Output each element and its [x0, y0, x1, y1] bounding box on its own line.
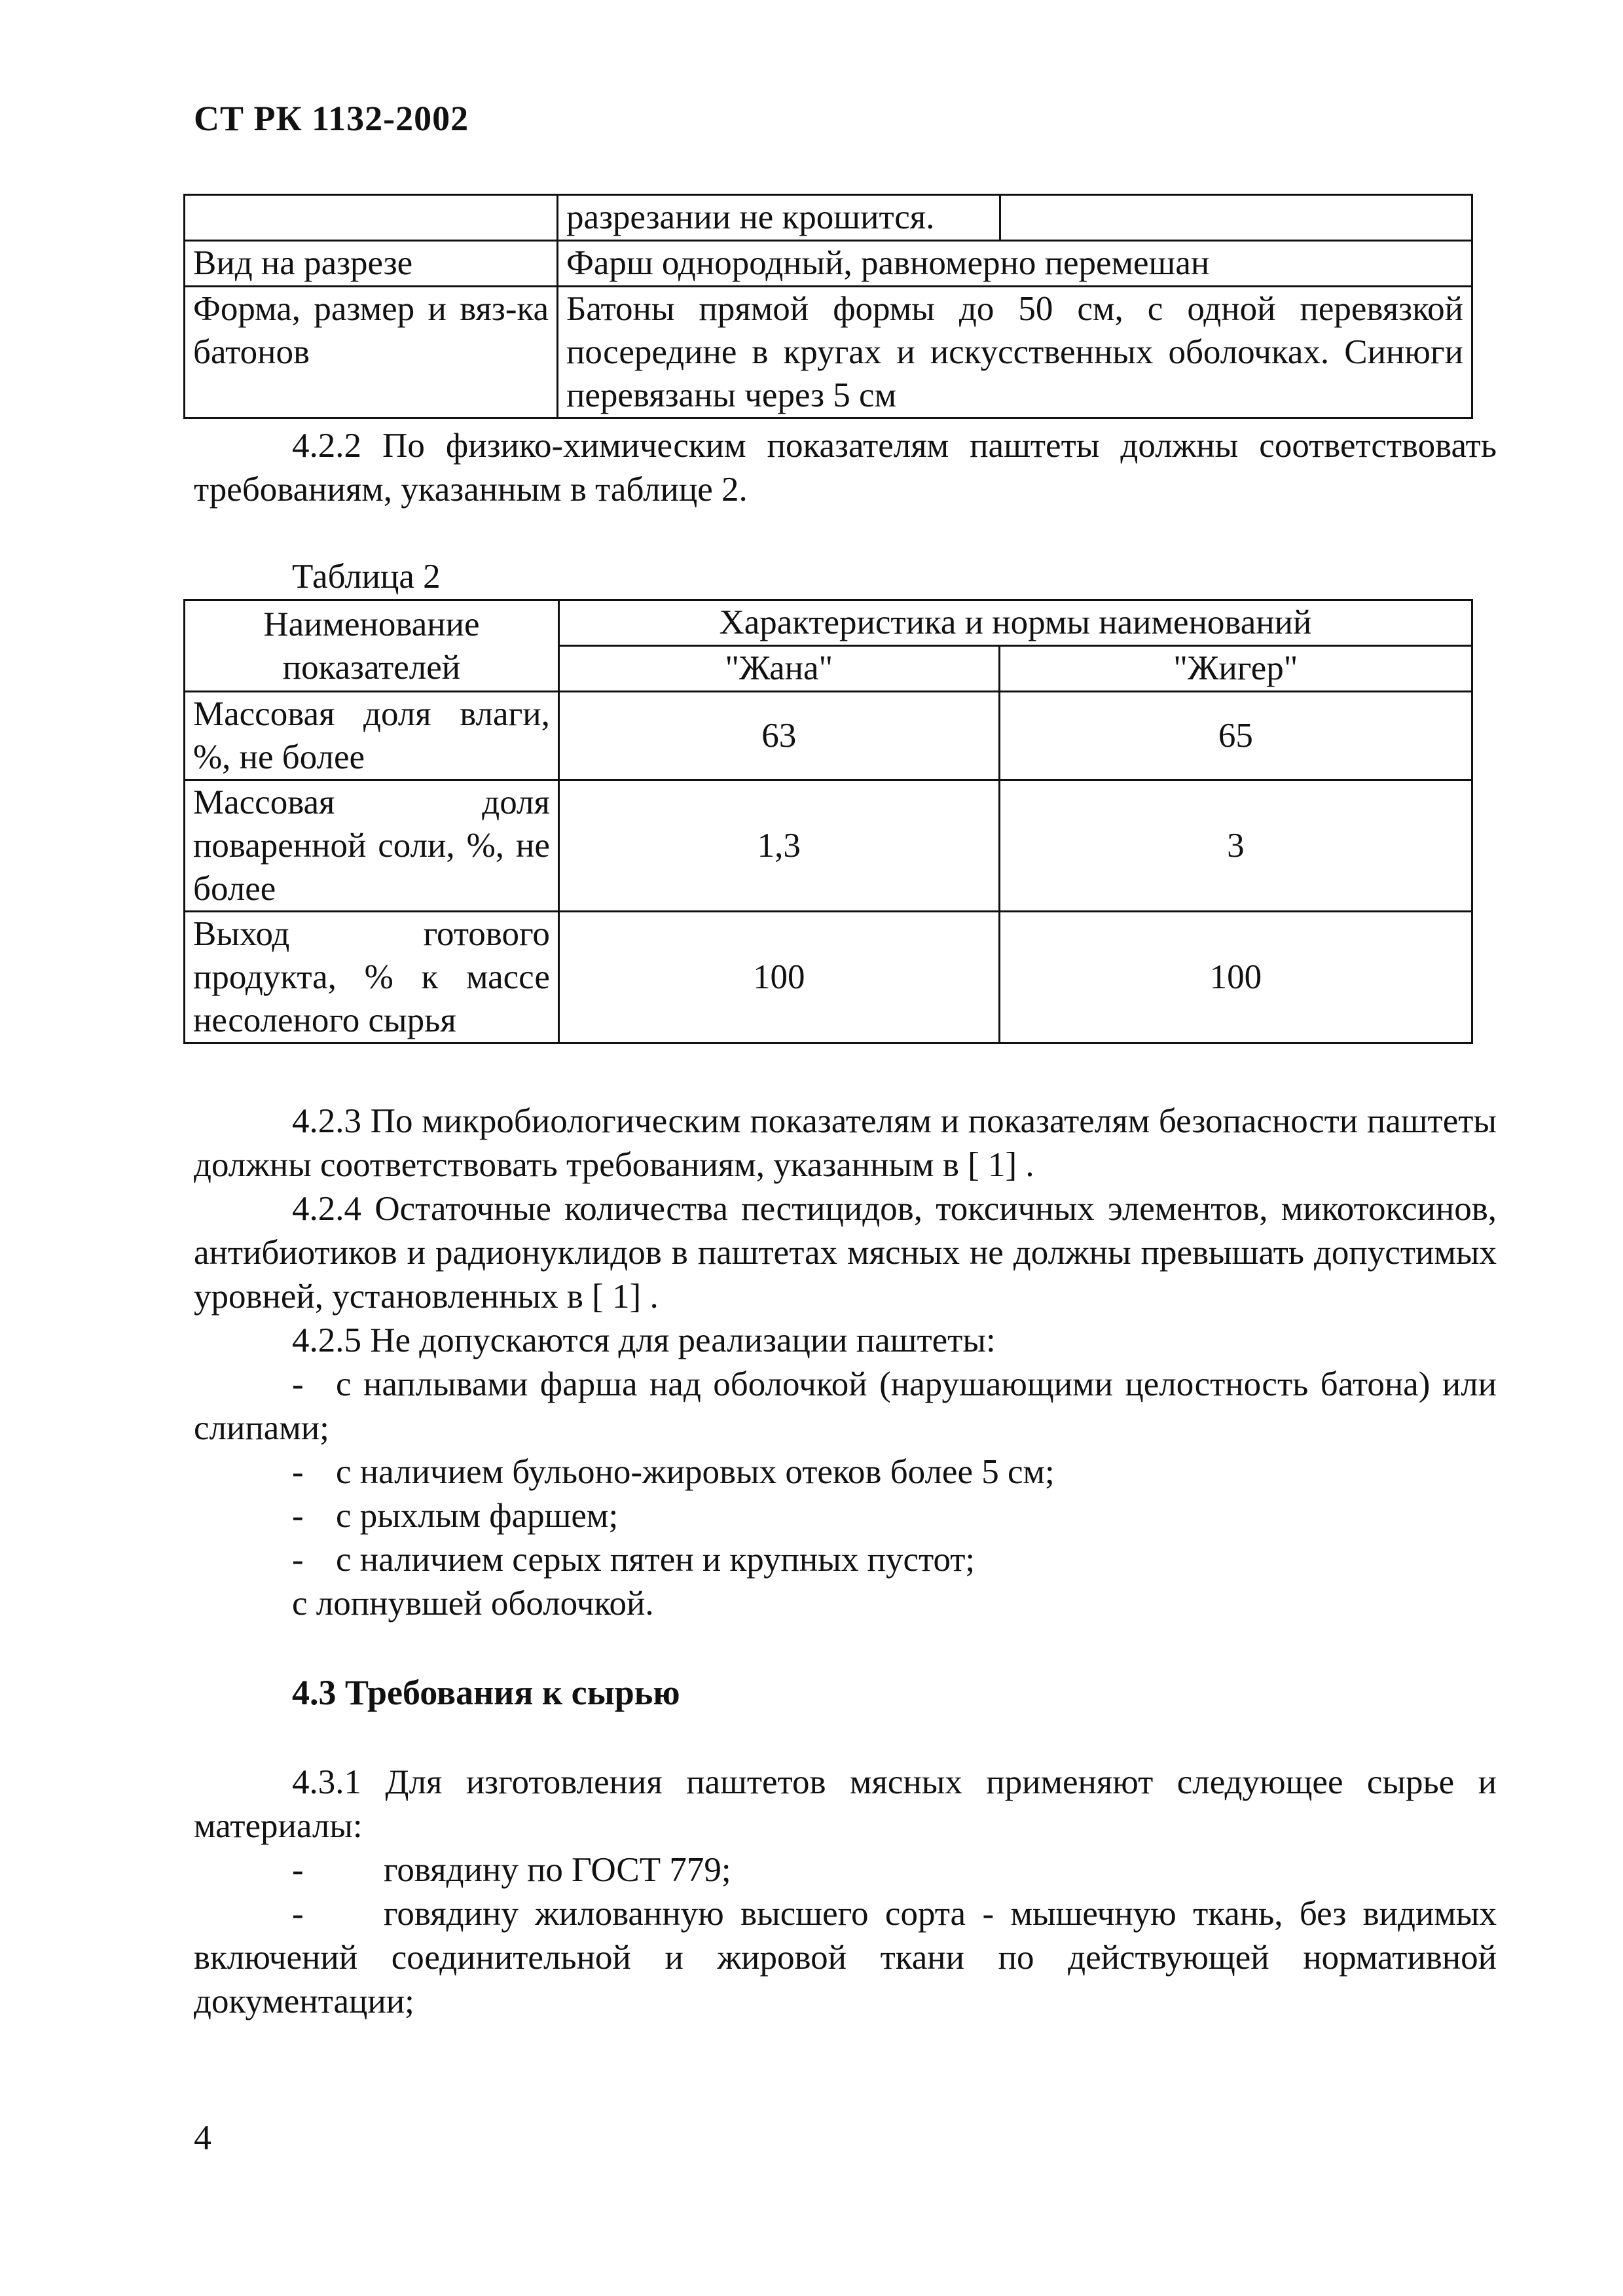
table-caption: Таблица 2 [292, 558, 441, 596]
table-physicochemical [183, 599, 1473, 1044]
list-item: с рыхлым фаршем; [336, 1497, 619, 1535]
table-header-group: Характеристика и нормы наименований [558, 600, 1472, 646]
list-item: с наплывами фарша над оболочкой (нарушающими целостность батона) или слипами; [194, 1365, 1497, 1447]
list-dash: - [292, 1851, 304, 1889]
table-cell-a: 63 [558, 692, 999, 780]
table-row [185, 287, 1472, 418]
table-cell-name [185, 195, 558, 241]
table-cell-a: 1,3 [558, 780, 999, 912]
table-cell-name: Выход готового продукта, % к массе несоленого сырья [185, 912, 559, 1043]
paragraph-4-2-4: 4.2.4 Остаточные количества пестицидов, токсичных элементов, микотоксинов, антибиотиков и радионуклидов в паштетах мясных не должны превышать допустимых уровней, установленных в [ 1] . [194, 1190, 1497, 1316]
table-header-row [185, 600, 1472, 646]
table-cell-value: Фарш однородный, равномерно перемешан [557, 241, 1472, 287]
list-item: с наличием серых пятен и крупных пустот; [336, 1541, 976, 1579]
paragraph-4-2-2: 4.2.2 По физико-химическим показателям паштеты должны соответствовать требованиям, указанным в таблице 2. [194, 427, 1497, 509]
list-dash: - [292, 1895, 304, 1933]
page-number: 4 [194, 2118, 211, 2157]
table-row [185, 780, 1472, 912]
section-heading-4-3: 4.3 Требования к сырью [292, 1673, 680, 1712]
table-row [185, 195, 1472, 241]
list-dash: - [292, 1497, 304, 1535]
paragraph-4-2-5: 4.2.5 Не допускаются для реализации паштеты: [292, 1321, 996, 1359]
table-header-name: Наименование показателей [185, 600, 559, 692]
table-cell-value: Батоны прямой формы до 50 см, с одной перевязкой посередине в кругах и искусственных оболочках. Синюги перевязаны через 5 см [557, 287, 1472, 418]
paragraph-4-2-3: 4.2.3 По микробиологическим показателям и показателям безопасности паштеты должны соответствовать требованиям, указанным в [ 1] . [194, 1102, 1497, 1184]
document-code-header: СТ РК 1132-2002 [194, 99, 469, 138]
table-cell-name: Массовая доля поваренной соли, %, не более [185, 780, 559, 912]
table-cell-b: 100 [999, 912, 1472, 1043]
table-row [185, 241, 1472, 287]
list-item: говядину по ГОСТ 779; [384, 1851, 731, 1889]
table-row [185, 912, 1472, 1043]
list-dash: - [292, 1541, 304, 1579]
table-cell-value: разрезании не крошится. [557, 195, 1000, 241]
table-cell-b: 65 [999, 692, 1472, 780]
paragraph-4-3-1: 4.3.1 Для изготовления паштетов мясных применяют следующее сырье и материалы: [194, 1763, 1497, 1845]
list-item-last: с лопнувшей оболочкой. [292, 1585, 654, 1623]
list-dash: - [292, 1453, 304, 1491]
table-cell-b: 3 [999, 780, 1472, 912]
table-cell-name: Вид на разрезе [185, 241, 558, 287]
list-item: говядину жилованную высшего сорта - мышечную ткань, без видимых включений соединительной и жировой ткани по действующей нормативной документации; [194, 1895, 1497, 2020]
table-header-col-a: "Жана" [558, 646, 999, 692]
table-cell-empty [1000, 195, 1472, 241]
table-organoleptic-continuation [183, 194, 1473, 419]
list-item: с наличием бульоно-жировых отеков более 5 см; [336, 1453, 1055, 1491]
list-dash: - [292, 1365, 304, 1403]
table-header-col-b: "Жигер" [999, 646, 1472, 692]
table-cell-name: Массовая доля влаги, %, не более [185, 692, 559, 780]
table-cell-a: 100 [558, 912, 999, 1043]
table-row [185, 692, 1472, 780]
table-cell-name: Форма, размер и вяз-ка батонов [185, 287, 558, 418]
